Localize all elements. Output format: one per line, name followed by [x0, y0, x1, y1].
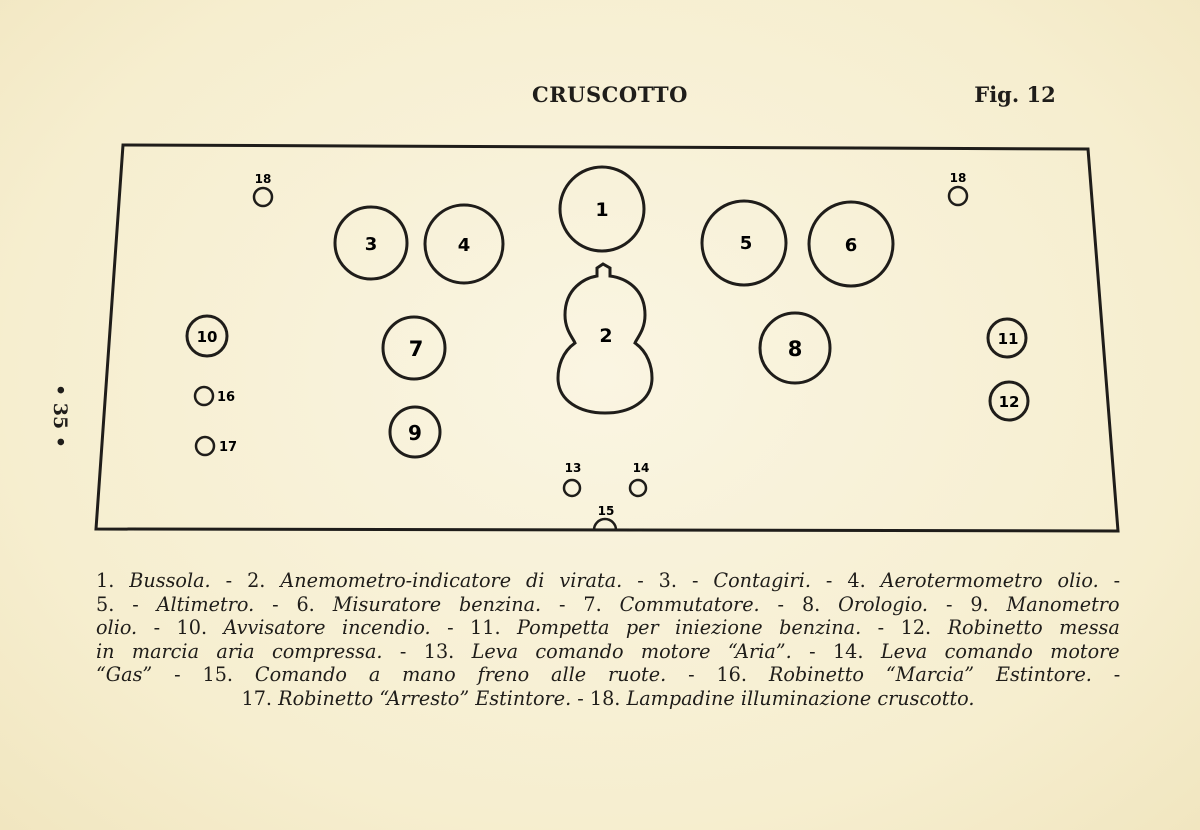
- caption-text: Pompetta per iniezione benzina.: [517, 616, 862, 640]
- instrument-15-label: 15: [597, 504, 615, 518]
- caption-number: 1.: [96, 569, 130, 592]
- caption-number: - 3. -: [622, 569, 714, 592]
- instrument-2-label: 2: [599, 325, 613, 347]
- instrument-16-label: 16: [216, 390, 236, 405]
- instrument-17-label: 17: [218, 440, 238, 455]
- caption-text: Anemometro-indicatore di virata.: [280, 569, 623, 592]
- caption-number: 17.: [241, 686, 279, 710]
- caption-line: [96, 593, 1120, 617]
- instrument-12-label: 12: [998, 393, 1020, 411]
- caption-text: Robinetto “Arresto” Estintore.: [278, 686, 572, 710]
- caption-line: [96, 616, 1120, 640]
- instrument-3-label: 3: [364, 234, 378, 255]
- caption-number: - 9.: [928, 592, 1007, 616]
- caption-number: - 13.: [382, 639, 472, 663]
- caption-line: [96, 663, 1120, 687]
- page-title: CRUSCOTTO: [532, 82, 688, 107]
- instrument-5-label: 5: [739, 233, 753, 254]
- instrument-4-label: 4: [457, 235, 471, 256]
- caption-text: Orologio.: [838, 592, 929, 616]
- caption-text: Manometro: [1006, 592, 1120, 616]
- caption-text: olio.: [96, 616, 138, 640]
- caption-number: - 2.: [210, 569, 281, 592]
- caption-number: - 14.: [791, 639, 881, 663]
- instrument-14-leva-gas: [630, 480, 646, 496]
- caption-number: 5. -: [96, 592, 157, 616]
- caption-line: [96, 569, 1120, 593]
- caption-number: - 10.: [137, 616, 224, 640]
- instrument-14-label: 14: [632, 461, 650, 475]
- caption-number: - 15.: [152, 663, 255, 687]
- figure-caption: [96, 569, 1120, 711]
- caption-number: - 6.: [254, 592, 333, 616]
- caption-number: -: [1091, 663, 1121, 687]
- instrument-18-right-lampadina: [949, 187, 967, 205]
- caption-text: Commutatore.: [619, 592, 760, 616]
- caption-line: [96, 640, 1120, 664]
- caption-text: Aerotermometro olio.: [880, 569, 1099, 592]
- caption-text: Leva comando motore: [880, 639, 1120, 663]
- caption-text: Altimetro.: [156, 592, 255, 616]
- caption-text: Leva comando motore “Aria”.: [471, 639, 792, 663]
- caption-line: [96, 687, 1120, 711]
- instrument-1-label: 1: [595, 199, 609, 221]
- instrument-9-label: 9: [408, 421, 422, 445]
- caption-number: - 4.: [810, 569, 881, 592]
- instrument-11-label: 11: [997, 330, 1019, 348]
- caption-text: Lampadine illuminazione cruscotto.: [626, 686, 975, 710]
- instrument-6-label: 6: [844, 235, 858, 256]
- caption-number: - 7.: [541, 592, 620, 616]
- instrument-7-label: 7: [408, 337, 424, 361]
- caption-text: Robinetto “Marcia” Estintore.: [768, 663, 1092, 687]
- instrument-10-label: 10: [196, 328, 218, 346]
- instrument-13-leva-aria: [564, 480, 580, 496]
- caption-number: - 16.: [666, 663, 769, 687]
- caption-text: Comando a mano freno alle ruote.: [254, 663, 667, 687]
- caption-number: - 12.: [861, 616, 948, 640]
- caption-text: “Gas”: [96, 663, 153, 687]
- caption-text: Bussola.: [129, 569, 211, 592]
- figure-label: Fig. 12: [974, 82, 1056, 107]
- instrument-18-left-label: 18: [254, 172, 272, 186]
- caption-number: - 18.: [571, 686, 627, 710]
- caption-text: Contagiri.: [713, 569, 811, 592]
- page-number: • 35 •: [48, 384, 71, 448]
- instrument-15-freno-ruote: [594, 519, 616, 530]
- instrument-18-left-lampadina: [254, 188, 272, 206]
- instrument-8-label: 8: [787, 337, 803, 361]
- caption-text: Misuratore benzina.: [332, 592, 542, 616]
- caption-number: - 8.: [759, 592, 839, 616]
- instrument-16-robinetto-marcia: [195, 387, 213, 405]
- instrument-13-label: 13: [564, 461, 582, 475]
- caption-number: -: [1098, 569, 1121, 592]
- caption-text: Robinetto messa: [947, 616, 1120, 640]
- caption-text: Avvisatore incendio.: [223, 616, 431, 640]
- instrument-17-robinetto-arresto: [196, 437, 214, 455]
- caption-text: in marcia aria compressa.: [96, 639, 383, 663]
- instrument-18-right-label: 18: [949, 171, 967, 185]
- caption-number: - 11.: [430, 616, 518, 640]
